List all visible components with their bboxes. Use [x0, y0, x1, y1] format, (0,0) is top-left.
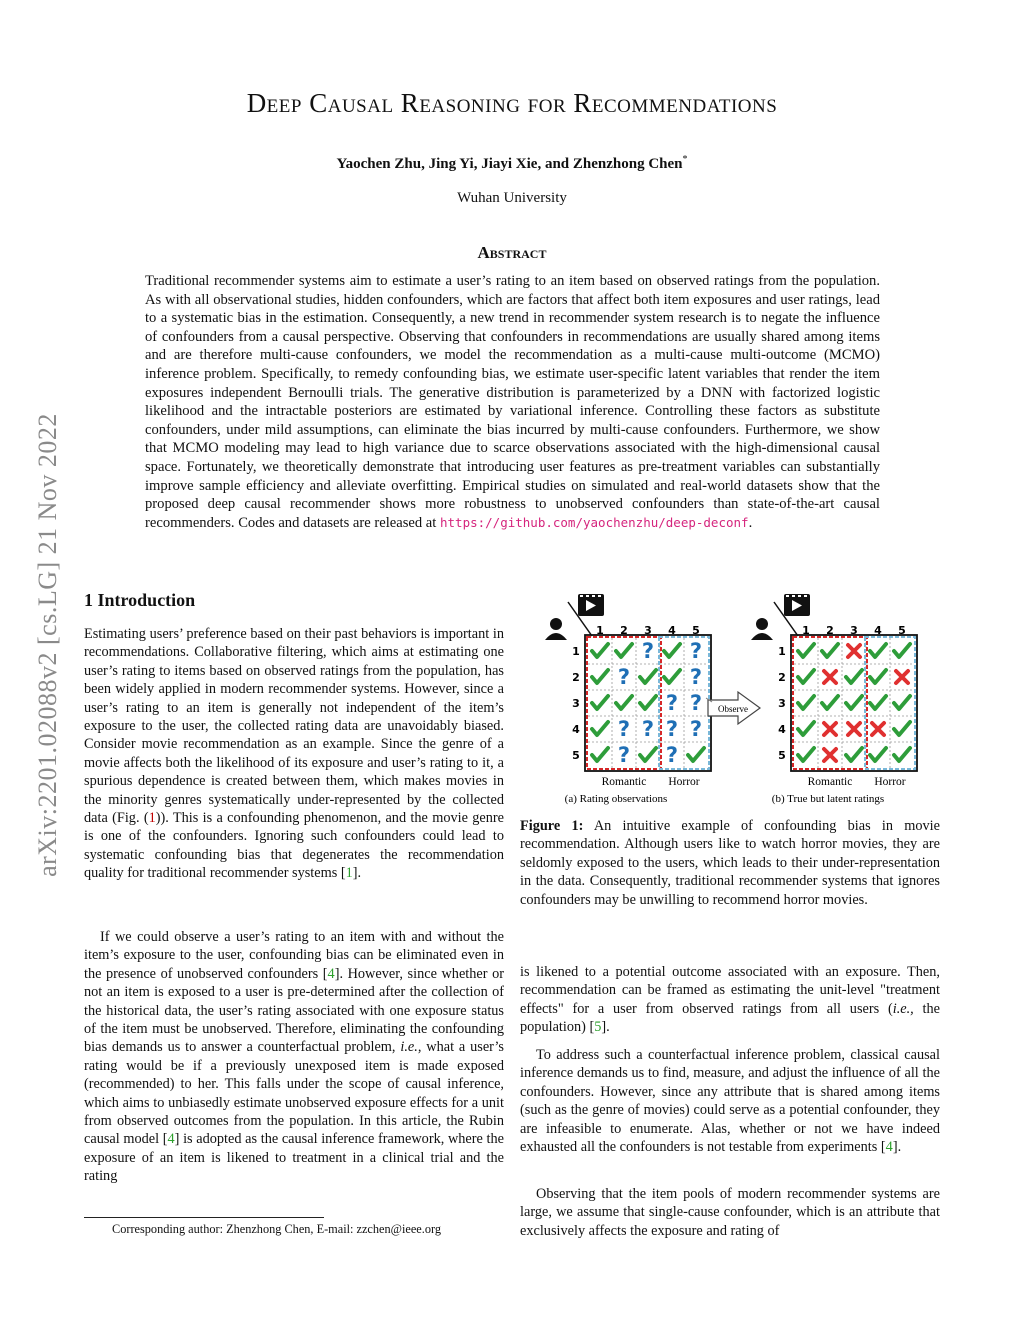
check-mark [846, 670, 862, 683]
author-list [0, 154, 1024, 173]
column-number: 5 [692, 624, 700, 637]
check-mark [640, 696, 656, 709]
check-mark [822, 644, 838, 657]
check-mark [894, 722, 910, 735]
check-mark [798, 748, 814, 761]
column-number: 1 [802, 624, 810, 637]
column-number: 5 [898, 624, 906, 637]
row-number: 2 [778, 671, 786, 684]
abstract-body [145, 272, 880, 532]
code-link[interactable]: https://github.com/yaochenzhu/deep-deconf [440, 514, 749, 530]
user-icon [545, 618, 567, 640]
citation[interactable]: 4 [167, 1131, 175, 1148]
observe-arrow [706, 692, 760, 724]
question-mark: ? [665, 691, 679, 715]
citation[interactable]: 5 [594, 1019, 602, 1036]
check-mark [846, 696, 862, 709]
check-mark [870, 696, 886, 709]
check-mark [798, 722, 814, 735]
citation[interactable]: 1 [345, 865, 353, 882]
row-number: 5 [572, 749, 580, 762]
row-number: 2 [572, 671, 580, 684]
column-number: 1 [596, 624, 604, 637]
question-mark: ? [617, 743, 631, 767]
figure-label: Figure 1: [520, 818, 584, 834]
subcaption-a: (a) Rating observations [564, 793, 668, 805]
check-mark [640, 748, 656, 761]
section-heading: 1 Introduction [84, 590, 196, 610]
film-icon [578, 594, 604, 616]
horror-label: Horror [874, 776, 906, 788]
check-mark [664, 644, 680, 657]
cross-mark [824, 723, 836, 735]
question-mark: ? [641, 639, 655, 663]
question-mark: ? [617, 665, 631, 689]
row-number: 1 [778, 645, 786, 658]
caption-text: An intuitive example of confounding bias in movie recommendation. Although users like to watch horror movies, they are seldomly exposed to the users, which leads to their under-representation in the data. Consequently, traditional recommender systems that ignores confounders may be unwilling to recommend horror movies. [520, 818, 940, 908]
cross-mark [848, 723, 860, 735]
romantic-label: Romantic [807, 776, 853, 788]
column-number: 2 [620, 624, 628, 637]
column-number: 2 [826, 624, 834, 637]
question-mark: ? [665, 743, 679, 767]
intro-paragraph-3: To address such a counterfactual inference problem, classical causal inference demands us to find, measure, and adjust the influence of all the confounders. However, since any attribute that is shared among items (such as the genre of movies) could serve as a potential confounder, they are infeasible to enumerate. Alas, whether or not we have indeed exhausted all the confounders is not testable from experiments [4]. [520, 1047, 940, 1156]
cross-mark [896, 671, 908, 683]
check-mark [592, 722, 608, 735]
column-number: 3 [644, 624, 652, 637]
arrow-label: Observe [718, 704, 748, 714]
column-number: 4 [874, 624, 882, 637]
check-mark [592, 748, 608, 761]
intro-paragraph-2: If we could observe a user’s rating to an item with and without the item’s exposure to the user, confounding bias can be eliminated even in the presence of unobserved confounders [4]. However, since whether or not an item is exposed to a user is pre-determined after the collection of the historical data, the user’s rating associated with one exposure status of the item must be unobserved. Therefore, eliminating the confounding bias demands us to answer a counterfactual problem, i.e., what a user’s rating would be if a previously unexposed item is made exposed (recommended) to her. This falls under the scope of causal inference, which aims to unbiasedly estimate unobserved exposure effects for a unit from observed outcomes from the population. In this article, the Rubin causal model [4] is adopted as the causal inference framework, where the exposure of an item is likened to treatment in a clinical trial and the rating [84, 929, 504, 1185]
check-mark [894, 696, 910, 709]
intro-paragraph-1: Estimating users’ preference based on their past behaviors is important in recommendations. Collaborative filtering, which aims at estimating one user’s rating to items based on observed ratings from the population, has been widely applied in modern recommender systems. However, since a user’s rating to an item is generally not independent of the item’s exposure to the user, the collected rating data are unavoidably biased. Consider movie recommendation as an example. Since the genre of a movie affects both the likelihood of its exposure and user’s rating to it, a spurious dependence is created between them, which makes movies in the minority genres systematically under-represented by the collected data (Fig. (1)). This is a confounding phenomenon, and the movie genre is one of the confounders. Ignoring such confounders could lead to systematic confounding bias that degenerates the recommendation quality for traditional recommender systems [1]. [84, 626, 504, 882]
subcaption-b: (b) True but latent ratings [771, 793, 885, 805]
row-number: 1 [572, 645, 580, 658]
cross-mark [872, 723, 884, 735]
intro-paragraph-4: Observing that the item pools of modern recommender systems are large, we assume that single-cause confounder, which is an attribute that exclusively affects the exposure and rating of [520, 1186, 940, 1239]
check-mark [846, 748, 862, 761]
row-number: 5 [778, 749, 786, 762]
arxiv-stamp [20, 345, 76, 945]
check-mark [798, 696, 814, 709]
panel-rating-observations [545, 594, 711, 788]
check-mark [664, 670, 680, 683]
check-mark [894, 644, 910, 657]
horror-label: Horror [668, 776, 700, 788]
check-mark [592, 670, 608, 683]
footnote: Corresponding author: Zhenzhong Chen, E-mail: zzchen@ieee.org [112, 1222, 442, 1236]
check-mark [688, 748, 704, 761]
check-mark [640, 670, 656, 683]
cross-mark [824, 749, 836, 761]
cross-mark [824, 671, 836, 683]
check-mark [592, 696, 608, 709]
cross-mark [848, 645, 860, 657]
row-number: 3 [572, 697, 580, 710]
citation[interactable]: 4 [327, 965, 335, 982]
citation[interactable]: 4 [885, 1139, 893, 1156]
row-number: 4 [572, 723, 580, 736]
question-mark: ? [689, 639, 703, 663]
question-mark: ? [617, 717, 631, 741]
question-mark: ? [689, 717, 703, 741]
check-mark [870, 748, 886, 761]
panel-true-ratings [751, 594, 917, 788]
check-mark [870, 644, 886, 657]
figure-ref[interactable]: 1 [148, 810, 156, 827]
paper-title: Deep Causal Reasoning for Recommendations [246, 88, 778, 118]
row-number: 4 [778, 723, 786, 736]
abstract-heading: Abstract [477, 243, 547, 262]
abstract-text: Traditional recommender systems aim to estimate a user’s rating to an item based on observed ratings from the population. As with all observational studies, hidden confounders, which are factors that affect both item exposures and user ratings, lead to a systematic bias in the estimation. Consequently, a new trend in recommender system research is to negate the influence of confounders from a causal perspective. Observing that confounders in recommendations are usually shared among items and are therefore multi-cause confounders, we model the recommendation as a multi-cause multi-outcome (MCMO) inference problem. Specifically, to remedy confounding bias, we estimate user-specific latent variables that render the item exposures independent Bernoulli trials. The generative distribution is parameterized by a DNN with factorized logistic likelihood and the intractable posteriors are estimated by variational inference. Controlling these factors as substitute confounders, under mild assumptions, can eliminate the bias incurred by multi-cause confounders. Furthermore, we show that MCMO modeling may lead to high variance due to scarce observations associated with the high-dimensional causal space. Fortunately, we theoretically demonstrate that introducing user features as pre-treatment variables can substantially improve sample efficiency and alleviate overfitting. Empirical studies on simulated and real-world datasets show that the proposed deep causal recommender shows more robustness to unobserved confounders than state-of-the-art causal recommenders. Codes and datasets are released at [145, 273, 880, 531]
authors-text: Yaochen Zhu, Jing Yi, Jiayi Xie, and Zhenzhong Chen [336, 156, 683, 172]
abstract-end: . [748, 514, 753, 531]
check-mark [616, 696, 632, 709]
check-mark [798, 670, 814, 683]
check-mark [616, 644, 632, 657]
column-number: 3 [850, 624, 858, 637]
question-mark: ? [665, 717, 679, 741]
question-mark: ? [689, 691, 703, 715]
figure-caption [520, 817, 940, 909]
check-mark [798, 644, 814, 657]
author-mark: * [682, 154, 688, 165]
column-number: 4 [668, 624, 676, 637]
intro-paragraph-2-continued: is likened to a potential outcome associated with an exposure. Then, recommendation can be framed as estimating the unit-level "treatment effects" for a user from observed ratings from all users (i.e., the population) [5]. [520, 964, 940, 1036]
check-mark [592, 644, 608, 657]
figure-1 [516, 592, 936, 807]
check-mark [894, 748, 910, 761]
question-mark: ? [641, 717, 655, 741]
arxiv-id: arXiv:2201.02088v2 [cs.LG] 21 Nov 2022 [33, 413, 62, 877]
row-number: 3 [778, 697, 786, 710]
affiliation: Wuhan University [457, 190, 567, 206]
film-icon [784, 594, 810, 616]
footnote-rule [84, 1217, 324, 1218]
check-mark [870, 670, 886, 683]
question-mark: ? [689, 665, 703, 689]
romantic-label: Romantic [601, 776, 647, 788]
check-mark [822, 696, 838, 709]
user-icon [751, 618, 773, 640]
